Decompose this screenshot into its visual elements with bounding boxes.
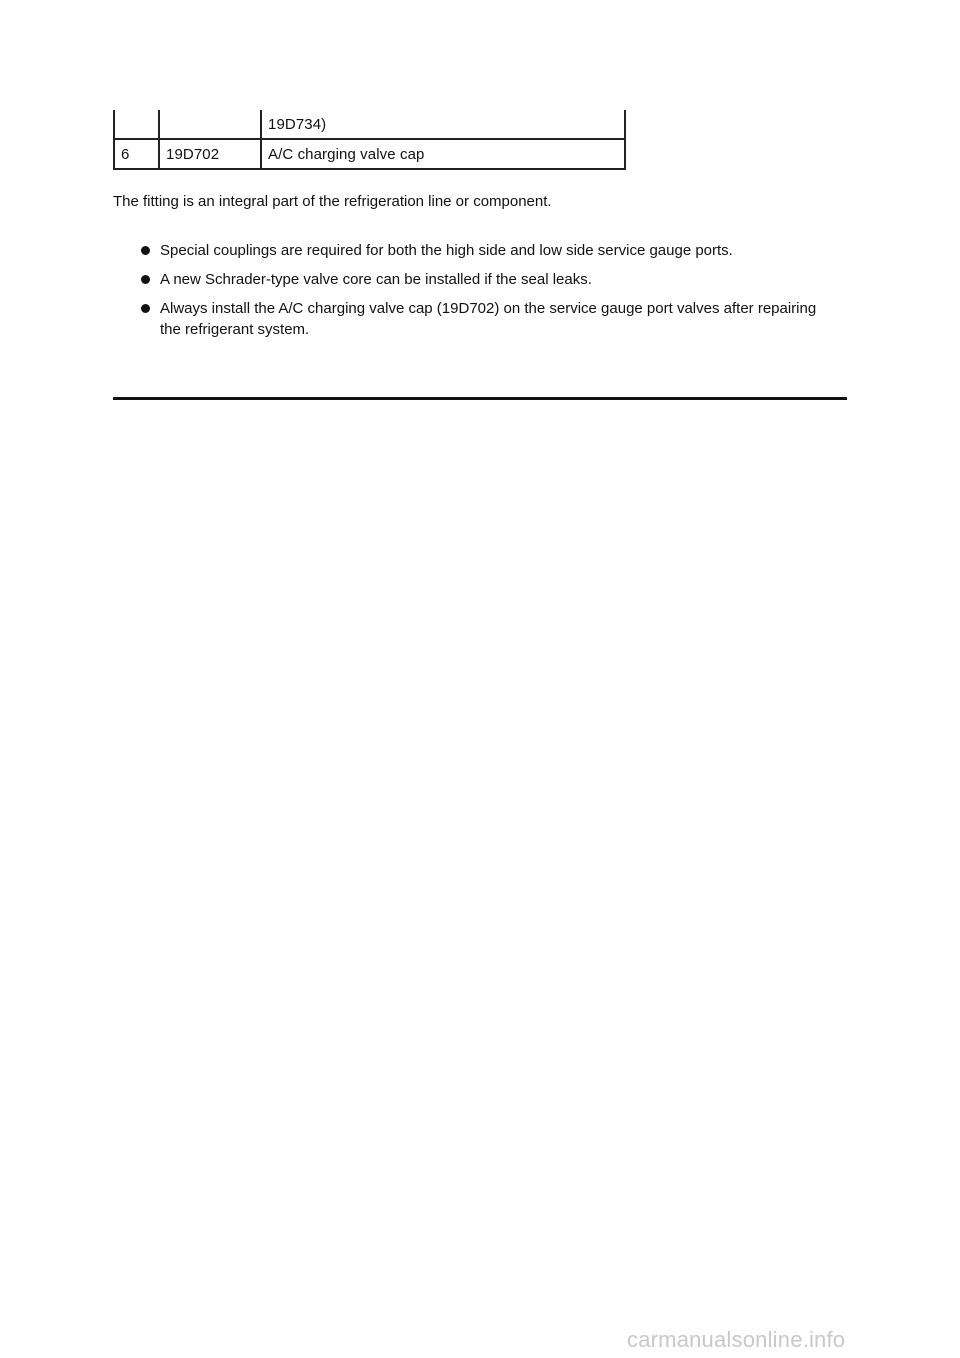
parts-table [113,110,626,170]
list-item [138,298,838,340]
part-code-cell [159,110,261,139]
part-description-cell: A/C charging valve cap [261,139,625,169]
intro-paragraph: The fitting is an integral part of the refrigeration line or component. [113,193,552,210]
list-item [138,240,838,261]
list-item [138,269,838,290]
part-number-cell: 6 [114,139,159,169]
table-row [114,110,625,139]
list-item-text: Always install the A/C charging valve cap (19D702) on the service gauge port valves after repairing the refrigerant system. [160,300,817,338]
list-item-text: Special couplings are required for both the high side and low side service gauge ports. [160,242,733,259]
bullet-list [138,240,838,348]
part-description-cell: 19D734) [261,110,625,139]
part-code-cell: 19D702 [159,139,261,169]
bullet-icon [141,304,150,313]
watermark-text: carmanualsonline.info [627,1327,846,1352]
part-number-cell [114,110,159,139]
bullet-icon [141,275,150,284]
bullet-icon [141,246,150,255]
section-divider [113,397,847,400]
table-row [114,139,625,169]
list-item-text: A new Schrader-type valve core can be installed if the seal leaks. [160,271,592,288]
